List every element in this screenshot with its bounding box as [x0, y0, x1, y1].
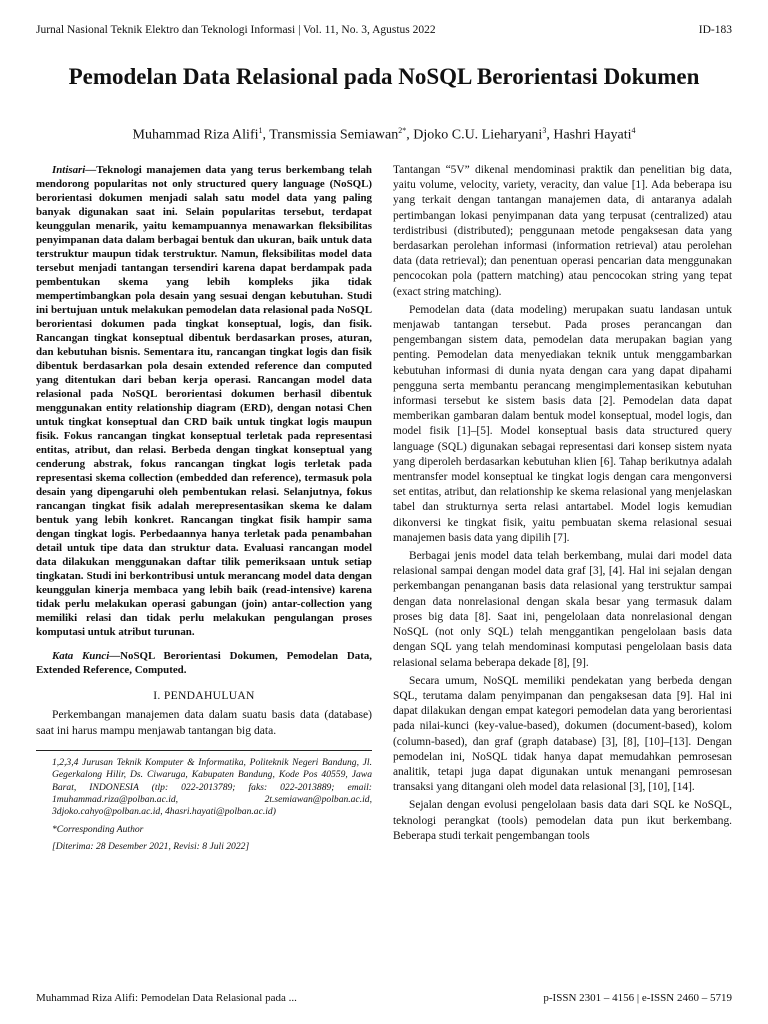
abstract: [36, 163, 372, 639]
author-list: Muhammad Riza Alifi$^1$, Transmissia Semiawan$^{2*}$, Djoko C.U. Lieharyani$^3$, Hashri Hayati$^4$: [132, 126, 636, 143]
body-paragraph: Secara umum, NoSQL memiliki pendekatan yang berbeda dengan SQL, terutama dalam penyimpanan dan pengaksesan data [9]. Hal ini dapat dilakukan dengan empat kategori pemodelan data yang berorientasi pada nilai-kunci (key-value-based), dokumen (document-based), kolom (column-based), dan graf (graph database) [3], [8], [10]–[13]. Dengan pemodelan ini, NoSQL tidak hanya dapat memudahkan pemrosesan analitik, tetapi juga dapat digunakan untuk menangani pemrosesan transaksi yang ditangani oleh model data relasional [3], [10], [14].: [393, 674, 732, 794]
right-column: [393, 163, 732, 847]
paper-title: Pemodelan Data Relasional pada NoSQL Berorientasi Dokumen: [68, 64, 700, 89]
footer-issn: p-ISSN 2301 – 4156 | e-ISSN 2460 – 5719: [543, 992, 732, 1004]
abstract-text: —Teknologi manajemen data yang terus berkembang telah mendorong popularitas not only structured query language (NoSQL) berorientasi dokumen menjadi salah satu model data yang paling banyak digunakan saat ini. Selain popularitas tersebut, terdapat keunggulan menarik, yaitu kemampuannya menawarkan fleksibilitas penyimpanan data dalam berbagai bentuk dan ukuran, baik untuk data terstruktur maupun tidak terstruktur. Namun, fleksibilitas model data tersebut menjadi tantangan tersendiri karena dapat berdampak pada pembentukan skema yang lebih kompleks jika tidak mempertimbangkan pola desain yang sesuai dengan kebutuhan. Studi ini bertujuan untuk melakukan pemodelan data relasional pada NoSQL berorientasi dokumen pada tingkat konseptual, logis, dan fisik. Rancangan tingkat konseptual dibentuk berdasarkan proses, aturan, dan kebutuhan bisnis. Sementara itu, rancangan tingkat logis dan fisik dibentuk berdasarkan pola desain extended reference dan computed yang ditentukan dari beban kerja operasi. Rancangan model data relasional pada NoSQL berorientasi dokumen berhasil dibentuk menggunakan entity relationship diagram (ERD), dengan notasi Chen untuk tingkat konseptual dan CRD baik untuk tingkat logis maupun fisik. Fokus rancangan tingkat konseptual terletak pada representasi entitas, atribut, dan relasi. Berbeda dengan tingkat konseptual yang cenderung abstrak, fokus rancangan tingkat logis terletak pada representasi skema collection (embedded dan reference), termasuk pola desain yang dipengaruhi oleh pembentukan relasi. Selanjutnya, fokus rancangan tingkat fisik adalah merepresentasikan skema ke dalam bentuk yang lebih konkret. Rancangan tingkat fisik hampir sama dengan tingkat logis. Perbedaannya hanya terletak pada penambahan detail untuk tipe data dan struktur data. Evaluasi rancangan model data dilakukan menggunakan daftar tilik pemeriksaan untuk setiap tingkatan. Studi ini berkontribusi untuk merancang model data dengan keunggulan kinerja membaca yang lebih baik (read-intensive) karena tidak perlu melakukan operasi gabungan (join) antar-collection yang memiliki relasi dan tidak perlu melakukan pengulangan proses komputasi untuk atribut turunan.: [36, 164, 372, 638]
left-column: [36, 163, 372, 859]
journal-name: Jurnal Nasional Teknik Elektro dan Teknologi Informasi | Vol. 11, No. 3, Agustus 2022: [36, 24, 436, 36]
author-name: Muhammad Riza Alifi: [132, 127, 259, 143]
author-sup: 1: [258, 126, 263, 135]
author-name: Hashri Hayati: [553, 127, 632, 143]
body-paragraph: Pemodelan data (data modeling) merupakan suatu landasan untuk menjawab tantangan tersebut. Pada proses perancangan dan pengembangan sistem data, pemodelan data merupakan bagian yang penting. Pemodelan data menyediakan teknik untuk menggambarkan kebutuhan informasi di dunia nyata dengan cara yang dapat dipahami pengguna serta membantu perancang mengimplementasikan kebutuhan informasi tersebut ke sistem basis data [2]. Pemodelan data dapat memberikan gambaran dalam bentuk model konseptual, model logis, dan model fisik [1]–[5]. Model konseptual basis data structured query language (SQL) digunakan sebagai representasi dari konsep sistem nyata yang diperoleh berdasarkan kebutuhan klien [6]. Tahap berikutnya adalah mentransfer model konseptual ke tingkat logis dengan cara mengonversi set entitas, atribut, dan relationship ke skema relasional yang menjelaskan tabel dan strukturnya serta relasi antartabel. Model logis kemudian dikonversi ke tingkat fisik, yaitu pembuatan skema relasional sesuai manajemen basis data yang dipilih [7].: [393, 303, 732, 544]
intro-paragraph: Perkembangan manajemen data dalam suatu basis data (database) saat ini harus mampu menjawab tantangan big data.: [36, 708, 372, 737]
body-paragraph: Tantangan “5V” dikenal mendominasi praktik dan penelitian big data, yaitu volume, velocity, variety, veracity, dan value [1]. Ada beberapa isu yang terkait dengan tantangan manajemen data, di antaranya adalah pertimbangan lokasi penyimpanan data yang terpusat (centralized) atau terdistribusi (distributed); penggunaan metode pengaksesan data yang berdasarkan perolehan informasi (information retrieval) atau perolehan data (data retrieval); dan penentuan operasi pencarian data menggunakan pencocokan pola (pattern matching) atau pencocokan string yang tepat (exact string matching).: [393, 164, 732, 298]
author-sup: 3: [542, 126, 547, 135]
author-name: Transmissia Semiawan: [269, 127, 399, 143]
running-header: [36, 24, 732, 36]
footnote-rule: [36, 750, 372, 751]
body-paragraph: Sejalan dengan evolusi pengelolaan basis data dari SQL ke NoSQL, teknologi perangkat (tools) pemodelan data pun ikut berkembang. Beberapa studi terkait pengembangan tools: [393, 799, 732, 842]
abstract-label: Intisari: [52, 164, 86, 176]
section-heading: I. PENDAHULUAN: [153, 689, 255, 702]
received-date-note: [Diterima: 28 Desember 2021, Revisi: 8 Juli 2022]: [52, 841, 250, 853]
keywords-label: Kata Kunci: [52, 650, 110, 662]
body-paragraph: Berbagai jenis model data telah berkembang, mulai dari model data relasional sampai dengan model data graf [3], [4]. Hal ini sejalan dengan perkembangan penanganan basis data relasional yang terstruktur sampai dengan data nonrelasional dengan skala besar yang termasuk dalam proses big data [8]. Saat ini, pengelolaan data nonrelasional dengan NoSQL (not only SQL) telah menggantikan pengelolaan basis data dengan SQL yang telah mendominasi komputasi pengelolaan basis data relasional selama beberapa dekade [8], [9].: [393, 550, 732, 669]
author-sup: 4: [631, 126, 636, 135]
author-name: Djoko C.U. Lieharyani: [413, 127, 543, 143]
keywords: [36, 649, 372, 677]
footer-left: Muhammad Riza Alifi: Pemodelan Data Relasional pada ...: [36, 992, 297, 1004]
affiliation-footnote: 1,2,3,4 Jurusan Teknik Komputer & Informatika, Politeknik Negeri Bandung, Jl. Gegerkalong Hilir, Ds. Ciwaruga, Kabupaten Bandung, Kode Pos 40559, Jawa Barat, INDONESIA (tlp: 022-2013789; faks: 022-2013889; email: 1muhammad.riza@polban.ac.id, 2t.semiawan@polban.ac.id, 3djoko.cahyo@polban.ac.id, 4hasri.hayati@polban.ac.id): [52, 756, 372, 818]
running-footer: [36, 992, 732, 1004]
author-sup: 2*: [398, 126, 407, 135]
corresponding-author-note: *Corresponding Author: [52, 823, 144, 835]
keywords-text: —NoSQL Berorientasi Dokumen, Pemodelan Data, Extended Reference, Computed.: [36, 650, 373, 676]
page-id: ID-183: [698, 24, 732, 36]
